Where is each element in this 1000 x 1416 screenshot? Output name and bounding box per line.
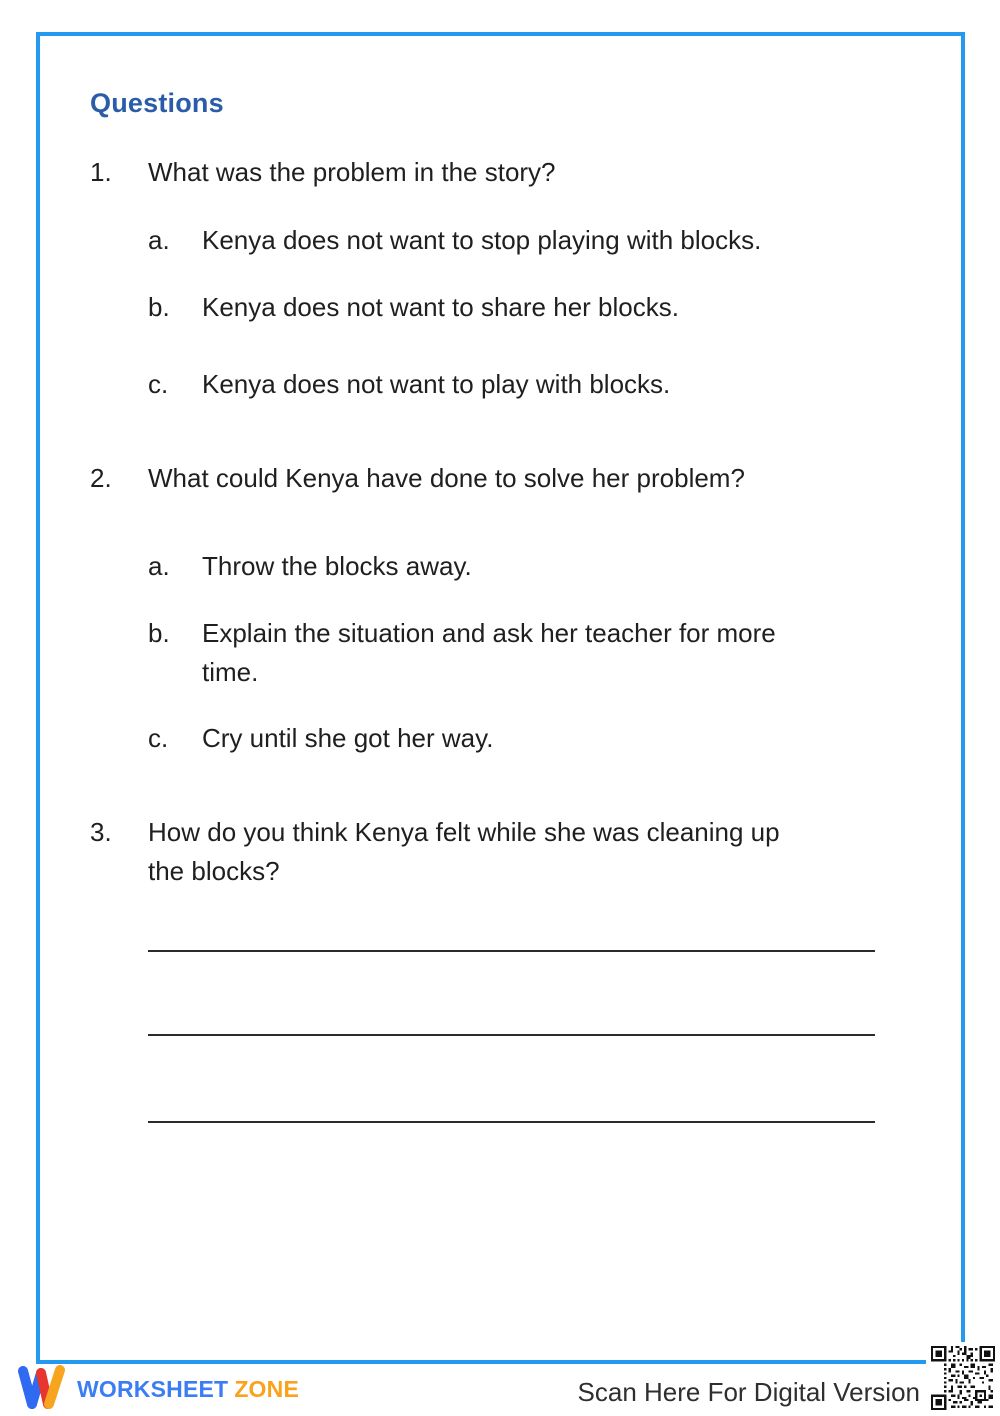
- option-label: c.: [148, 369, 169, 399]
- brand-word-zone: ZONE: [234, 1375, 300, 1402]
- question-1-text: What was the problem in the story?: [148, 157, 556, 187]
- worksheet-zone-w-icon: [16, 1363, 68, 1416]
- option-text: Kenya does not want to play with blocks.: [202, 369, 671, 399]
- option-text: Kenya does not want to stop playing with blocks.: [202, 225, 762, 255]
- option-text: Kenya does not want to share her blocks.: [202, 292, 679, 322]
- answer-line-1: [148, 950, 875, 952]
- brand-logo: [16, 1364, 299, 1414]
- brand-word-worksheet: WORKSHEET: [77, 1375, 229, 1402]
- question-1-number: 1.: [90, 157, 112, 187]
- brand-name: [77, 1376, 299, 1403]
- question-3: [90, 813, 920, 891]
- option-text: Explain the situation and ask her teacher for more time.: [202, 618, 776, 687]
- question-2-number: 2.: [90, 463, 112, 493]
- option-text: Throw the blocks away.: [202, 551, 472, 581]
- question-2-option-b: [148, 614, 938, 692]
- question-2-text: What could Kenya have done to solve her problem?: [148, 463, 745, 493]
- section-heading: Questions: [90, 88, 224, 118]
- option-text: Cry until she got her way.: [202, 723, 494, 753]
- scan-here-label: Scan Here For Digital Version: [577, 1377, 920, 1407]
- qr-code: [926, 1342, 1000, 1414]
- option-label: c.: [148, 723, 169, 753]
- question-1-option-c: [148, 365, 938, 404]
- option-label: a.: [148, 225, 170, 255]
- option-label: a.: [148, 551, 170, 581]
- question-2-option-c: [148, 719, 938, 758]
- question-3-text: How do you think Kenya felt while she was cleaning up the blocks?: [148, 817, 780, 886]
- option-label: b.: [148, 618, 170, 648]
- question-1: [90, 153, 920, 192]
- answer-line-3: [148, 1121, 875, 1123]
- question-1-option-a: [148, 221, 938, 260]
- option-label: b.: [148, 292, 170, 322]
- question-1-option-b: [148, 288, 938, 327]
- answer-line-2: [148, 1034, 875, 1036]
- question-3-number: 3.: [90, 817, 112, 847]
- question-2-option-a: [148, 547, 938, 586]
- question-2: [90, 459, 920, 498]
